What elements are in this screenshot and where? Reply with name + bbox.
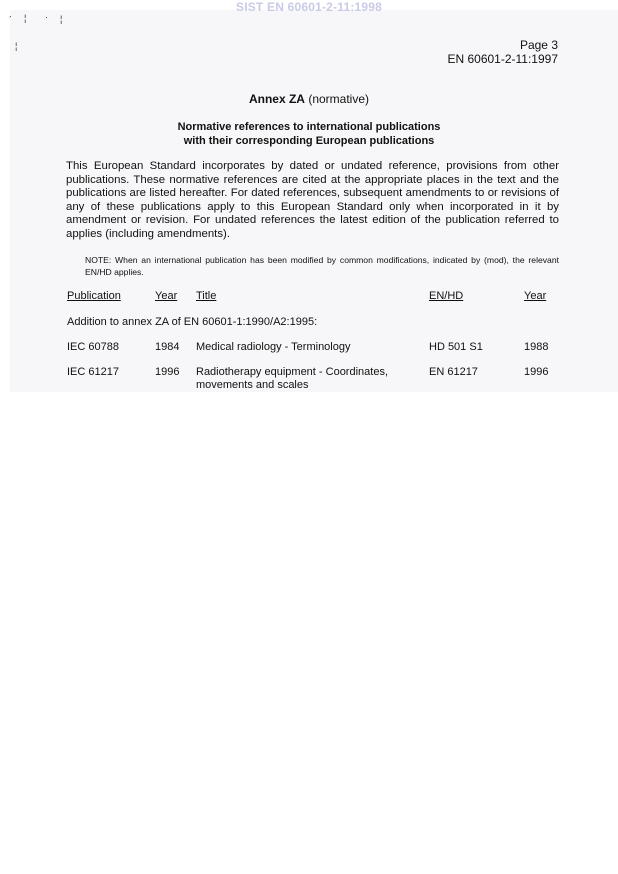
scan-speck-icon: ´ — [9, 15, 12, 25]
page-number: Page 3 — [519, 38, 558, 52]
enhd-year-cell: 1988 — [524, 341, 549, 353]
annex-label: Annex ZA — [248, 92, 305, 106]
scan-speck-icon: ¦ — [24, 13, 27, 23]
publication-cell: IEC 60788 — [67, 341, 119, 353]
title-cell: Medical radiology - Terminology — [196, 341, 351, 353]
enhd-cell: HD 501 S1 — [429, 341, 483, 353]
intro-paragraph: This European Standard incorporates by dated or undated reference, provisions from other publications. These normative references are cited at the appropriate places in the text and the publications are listed hereafter. For dated references, subsequent amendments to or revisions of any of these publications apply to this European Standard only when incorporated in it by amendment or revision. For undated references the latest edition of the publication referred to applies (including amendments). — [66, 160, 559, 240]
column-header-enhd: EN/HD — [429, 290, 464, 302]
year-cell: 1984 — [155, 341, 180, 353]
scan-speck-icon: ¦ — [15, 41, 18, 51]
enhd-cell: EN 61217 — [429, 366, 478, 378]
annex-title — [0, 92, 618, 106]
scan-speck-icon: · — [45, 12, 48, 22]
annex-qualifier: (normative) — [308, 92, 370, 106]
year-cell: 1996 — [155, 366, 180, 378]
column-header-title: Title — [196, 290, 217, 302]
scan-speck-icon: ¦ — [60, 14, 63, 24]
subtitle-line-1: Normative references to international publications — [177, 121, 441, 133]
addition-line: Addition to annex ZA of EN 60601-1:1990/A2:1995: — [67, 316, 318, 328]
standard-number: EN 60601-2-11:1997 — [447, 52, 558, 66]
publication-cell: IEC 61217 — [67, 366, 119, 378]
note-paragraph: NOTE: When an international publication has been modified by common modifications, indicated by (mod), the relevant EN/HD applies. — [85, 255, 559, 277]
watermark: SIST EN 60601-2-11:1998 — [235, 0, 383, 14]
column-header-publication: Publication — [67, 290, 121, 302]
column-header-year: Year — [155, 290, 178, 302]
column-header-year-enhd: Year — [524, 290, 547, 302]
title-cell: Radiotherapy equipment - Coordinates, movements and scales — [196, 366, 389, 391]
enhd-year-cell: 1996 — [524, 366, 549, 378]
annex-subtitle — [0, 120, 618, 148]
page-reference — [447, 38, 558, 66]
subtitle-line-2: with their corresponding European publications — [183, 135, 435, 147]
